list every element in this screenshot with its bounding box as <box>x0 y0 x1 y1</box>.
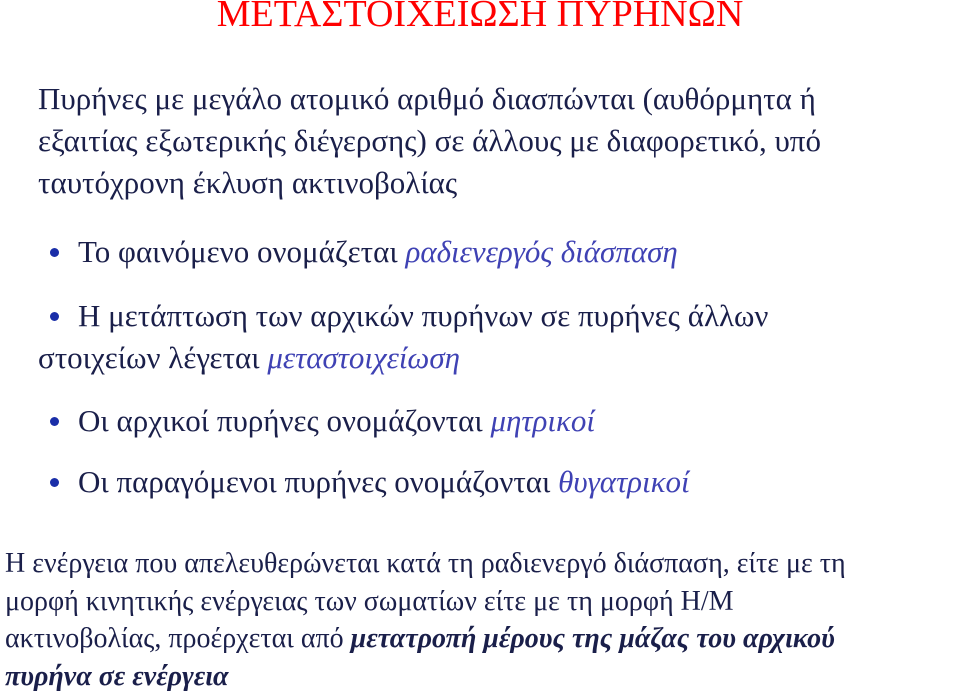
bullet-text: Το φαινόμενο ονομάζεται <box>78 234 406 269</box>
bullet-text: Οι αρχικοί πυρήνες ονομάζονται <box>78 403 491 438</box>
bullet-line <box>78 231 678 273</box>
intro-line: εξαιτίας εξωτερικής διέγερσης) σε άλλους με διαφορετικό, υπό <box>38 123 821 158</box>
bullet-line <box>38 337 460 379</box>
bullet-highlight: θυγατρικοί <box>558 464 690 499</box>
paragraph-line: Η ενέργεια που απελευθερώνεται κατά τη ραδιενεργό διάσπαση, είτε με τη <box>5 548 846 579</box>
paragraph-emphasis: μετατροπή μέρους της μάζας του αρχικού <box>350 623 835 654</box>
paragraph-emphasis: πυρήνα σε ενέργεια <box>5 660 229 692</box>
bullet-line <box>78 400 595 442</box>
bullet-dot-icon <box>50 478 59 487</box>
bullet-text: Οι παραγόμενοι πυρήνες ονομάζονται <box>78 464 559 499</box>
page-title: ΜΕΤΑΣΤΟΙΧΕΙΩΣΗ ΠΥΡΗΝΩΝ <box>216 0 744 35</box>
bullet-line <box>78 461 690 503</box>
bullet-highlight: μητρικοί <box>490 403 595 438</box>
paragraph-text: ακτινοβολίας, προέρχεται από <box>5 623 351 654</box>
bullet-line <box>78 295 768 337</box>
bullet-highlight: μεταστοιχείωση <box>267 340 460 375</box>
paragraph-line <box>5 620 960 658</box>
bullet-dot-icon <box>50 312 59 321</box>
energy-paragraph <box>5 545 960 695</box>
bullet-text: στοιχείων λέγεται <box>38 340 268 375</box>
bullet-dot-icon <box>50 417 59 426</box>
bullet-dot-icon <box>50 248 59 257</box>
bullet-text: Η μετάπτωση των αρχικών πυρήνων σε πυρήνες άλλων <box>78 298 769 333</box>
bullet-highlight: ραδιενεργός διάσπαση <box>405 234 678 269</box>
paragraph-line: μορφή κινητικής ενέργειας των σωματίων είτε με τη μορφή Η/Μ <box>5 585 734 617</box>
intro-line: Πυρήνες με μεγάλο ατομικό αριθμό διασπώνται (αυθόρμητα ή <box>38 81 816 116</box>
intro-line: ταυτόχρονη έκλυση ακτινοβολίας <box>38 165 458 200</box>
paragraph-line <box>5 658 960 695</box>
intro-text <box>38 78 948 204</box>
